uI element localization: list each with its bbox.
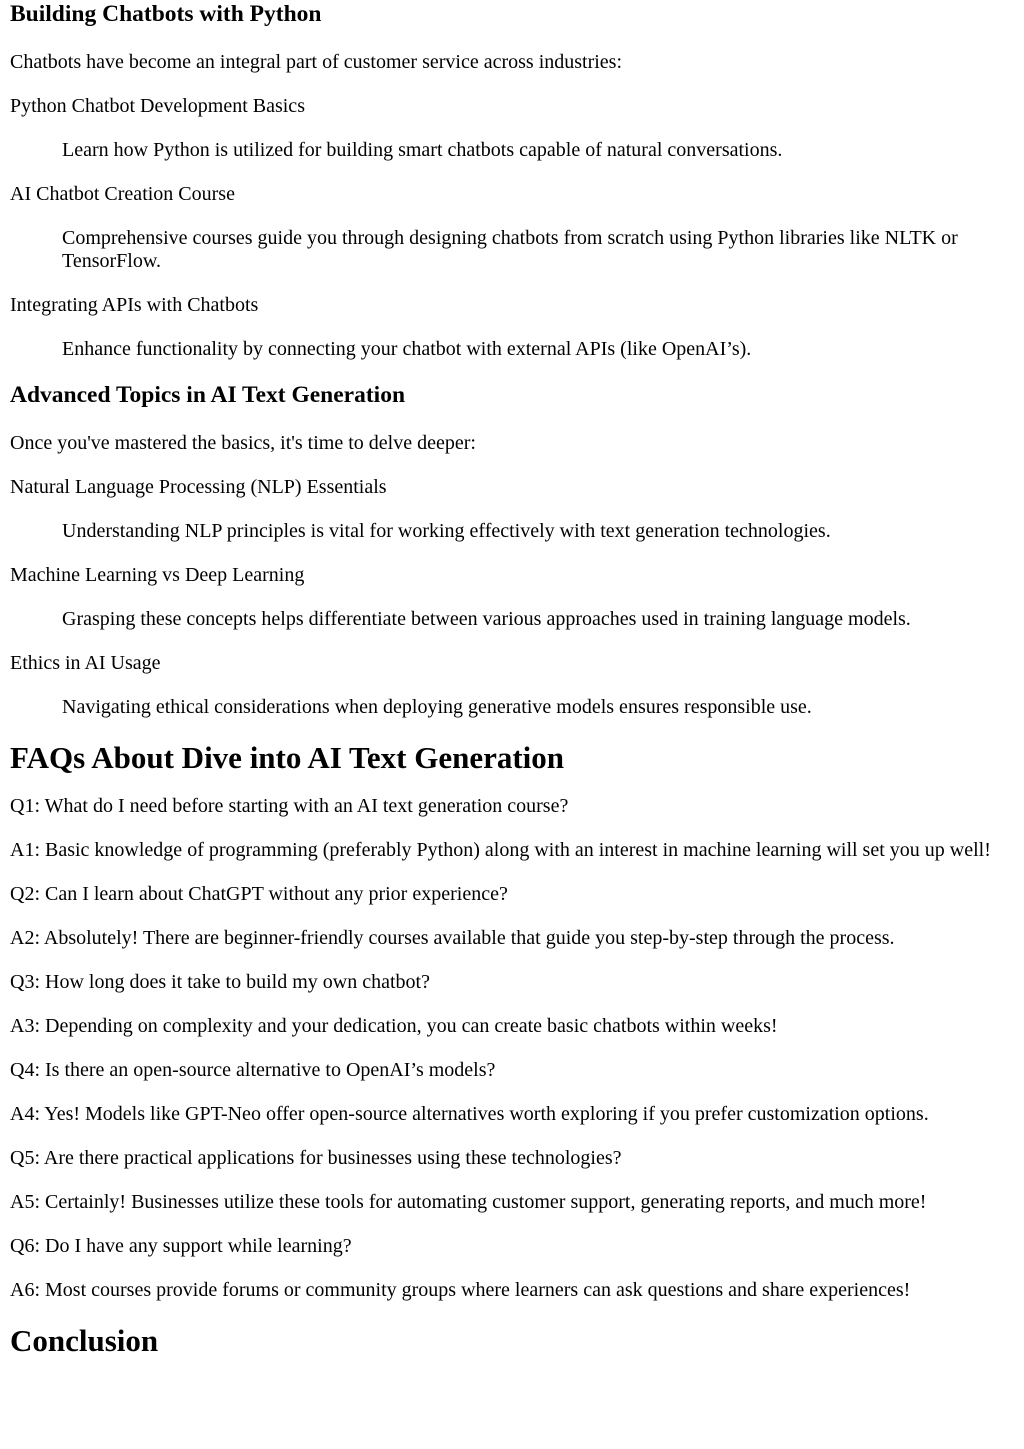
- definition-term: Natural Language Processing (NLP) Essentials: [10, 476, 387, 498]
- definition-list-chatbots: [10, 95, 1014, 361]
- definition-term: AI Chatbot Creation Course: [10, 183, 235, 205]
- section-intro-chatbots: Chatbots have become an integral part of customer service across industries:: [10, 51, 623, 73]
- section-heading-conclusion: Conclusion: [10, 1323, 159, 1358]
- section-faqs: [10, 740, 1014, 1302]
- definition-term: Integrating APIs with Chatbots: [10, 294, 259, 316]
- faq-question: Q3: How long does it take to build my own chatbot?: [10, 971, 430, 993]
- definition-term: Machine Learning vs Deep Learning: [10, 564, 305, 586]
- section-heading-chatbots: Building Chatbots with Python: [10, 1, 322, 27]
- faq-answer: A6: Most courses provide forums or community groups where learners can ask questions and share experiences!: [10, 1279, 911, 1301]
- faq-question: Q5: Are there practical applications for businesses using these technologies?: [10, 1147, 622, 1169]
- section-advanced: [10, 382, 1014, 719]
- section-heading-faqs: FAQs About Dive into AI Text Generation: [10, 740, 565, 775]
- faq-question: Q6: Do I have any support while learning?: [10, 1235, 352, 1257]
- faq-question: Q4: Is there an open-source alternative to OpenAI’s models?: [10, 1059, 496, 1081]
- section-intro-advanced: Once you've mastered the basics, it's time to delve deeper:: [10, 432, 476, 454]
- definition-description: Learn how Python is utilized for building smart chatbots capable of natural conversations.: [62, 139, 783, 161]
- faq-answer: A4: Yes! Models like GPT-Neo offer open-source alternatives worth exploring if you prefer customization options.: [10, 1103, 929, 1125]
- faq-answer: A1: Basic knowledge of programming (preferably Python) along with an interest in machine learning will set you up well!: [10, 839, 991, 861]
- definition-description: Navigating ethical considerations when deploying generative models ensures responsible use.: [62, 696, 812, 718]
- definition-description: Understanding NLP principles is vital for working effectively with text generation technologies.: [62, 520, 831, 542]
- definition-term: Python Chatbot Development Basics: [10, 95, 305, 117]
- faq-answer: A2: Absolutely! There are beginner-friendly courses available that guide you step-by-step through the process.: [10, 927, 895, 949]
- section-conclusion: [10, 1323, 1014, 1359]
- section-chatbots: [10, 1, 1014, 361]
- definition-term: Ethics in AI Usage: [10, 652, 161, 674]
- definition-list-advanced: [10, 476, 1014, 719]
- article-page: [0, 1, 1024, 1449]
- definition-description: Grasping these concepts helps differentiate between various approaches used in training language models.: [62, 608, 911, 630]
- faq-answer: A3: Depending on complexity and your dedication, you can create basic chatbots within weeks!: [10, 1015, 778, 1037]
- faq-answer: A5: Certainly! Businesses utilize these tools for automating customer support, generating reports, and much more!: [10, 1191, 927, 1213]
- definition-description: Enhance functionality by connecting your chatbot with external APIs (like OpenAI’s).: [62, 338, 752, 360]
- faq-question: Q1: What do I need before starting with an AI text generation course?: [10, 795, 569, 817]
- definition-description: Comprehensive courses guide you through designing chatbots from scratch using Python libraries like NLTK or TensorFlow.: [62, 227, 958, 272]
- section-heading-advanced: Advanced Topics in AI Text Generation: [10, 382, 406, 408]
- faq-question: Q2: Can I learn about ChatGPT without any prior experience?: [10, 883, 508, 905]
